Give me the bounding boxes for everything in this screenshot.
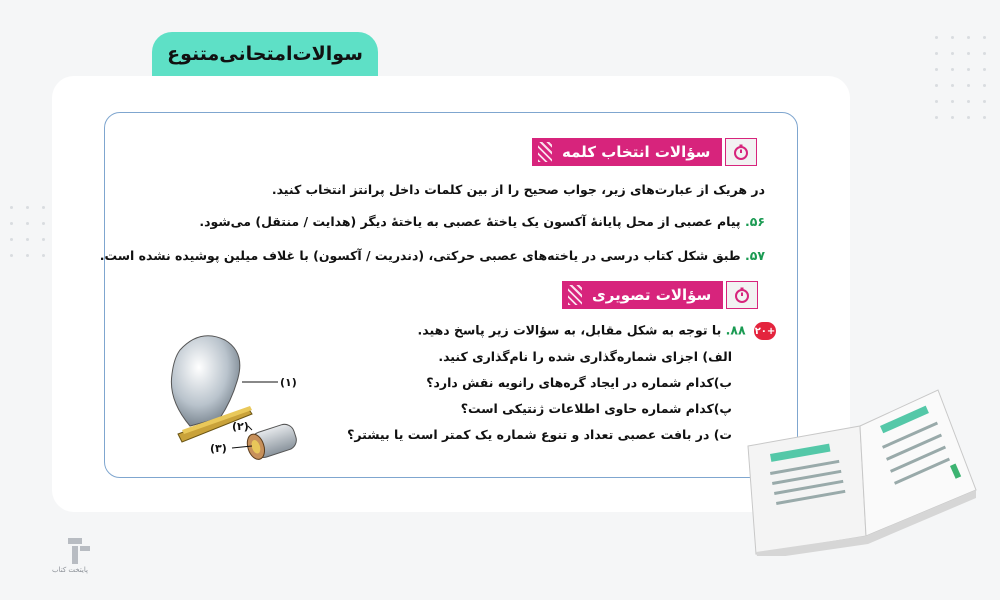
decorative-dot (935, 116, 938, 119)
decorative-dot (951, 100, 954, 103)
question-57 (100, 248, 765, 263)
decorative-dot (951, 36, 954, 39)
decorative-dot (983, 52, 986, 55)
decorative-dot (935, 36, 938, 39)
decorative-dot (983, 68, 986, 71)
decorative-dot (967, 68, 970, 71)
decorative-dot (10, 254, 13, 257)
stopwatch-icon (725, 138, 757, 166)
section-header-pictorial (562, 281, 758, 309)
question-88 (418, 322, 777, 340)
decorative-dot (935, 100, 938, 103)
decorative-dot (935, 68, 938, 71)
decorative-dot (42, 254, 45, 257)
decorative-dot (935, 52, 938, 55)
decorative-dot (951, 68, 954, 71)
sub-question-c: پ)کدام شماره حاوی اطلاعات ژنتیکی است؟ (460, 401, 732, 416)
figure-label-1: (۱) (280, 376, 297, 389)
question-56 (199, 214, 765, 229)
decorative-dot (42, 222, 45, 225)
decorative-dot (26, 238, 29, 241)
decorative-dot (967, 116, 970, 119)
question-text: پیام عصبی از محل پایانهٔ آکسون یک یاختهٔ عصبی به یاختهٔ دیگر (هدایت / منتقل) می‌شود. (199, 214, 741, 229)
decorative-dot (42, 238, 45, 241)
figure-label-2: (۲) (232, 420, 249, 433)
sub-question-a: الف) اجزای شماره‌گذاری شده را نام‌گذاری کنید. (438, 349, 732, 364)
decorative-dot (951, 84, 954, 87)
decorative-dot (983, 100, 986, 103)
brand-name: پایتخت کتاب (52, 566, 88, 574)
decorative-dot (983, 36, 986, 39)
sub-question-d: ت) در بافت عصبی تعداد و تنوع شماره یک کمتر است یا بیشتر؟ (347, 427, 732, 442)
decorative-dot (983, 116, 986, 119)
schwann-cell-figure (160, 330, 310, 460)
decorative-dot (10, 222, 13, 225)
section-header-word-choice (532, 138, 757, 166)
sub-question-b: ب)کدام شماره در ایجاد گره‌های رانویه نقش دارد؟ (426, 375, 732, 390)
decorative-dot (10, 238, 13, 241)
decorative-dots-right (935, 36, 986, 119)
decorative-dot (983, 84, 986, 87)
decorative-dot (935, 84, 938, 87)
decorative-dot (967, 52, 970, 55)
page-title: سوالات‌امتحانی‌متنوع (167, 43, 363, 65)
question-prompt: با توجه به شکل مقابل، به سؤالات زیر پاسخ دهید. (417, 322, 722, 338)
hatch-pattern-icon (538, 142, 552, 162)
decorative-dot (26, 222, 29, 225)
decorative-dot (967, 84, 970, 87)
page-title-tab (152, 32, 378, 76)
decorative-dot (967, 36, 970, 39)
decorative-dot (951, 52, 954, 55)
question-text: طبق شکل کتاب درسی در یاخته‌های عصبی حرکتی، (دندریت / آکسون) با غلاف میلین پوشیده نشده است. (99, 248, 741, 263)
question-number: ۵۶. (744, 214, 765, 229)
decorative-dot (42, 206, 45, 209)
question-number: ۵۷. (744, 248, 765, 263)
decorative-dot (951, 116, 954, 119)
decorative-dot (26, 206, 29, 209)
section-label-pictorial: سؤالات تصویری (562, 281, 723, 309)
decorative-dot (26, 254, 29, 257)
hatch-pattern-icon (568, 285, 582, 305)
stopwatch-icon (726, 281, 758, 309)
difficulty-badge: +۲۰ (754, 322, 776, 340)
question-number: ۸۸. (725, 322, 746, 338)
decorative-dot (10, 206, 13, 209)
figure-label-3: (۳) (210, 442, 227, 455)
decorative-dot (967, 100, 970, 103)
instruction-text: در هریک از عبارت‌های زیر، جواب صحیح را از بین کلمات داخل پرانتز انتخاب کنید. (271, 182, 765, 197)
section-label-word-choice: سؤالات انتخاب کلمه (532, 138, 722, 166)
book-illustration (740, 386, 980, 556)
